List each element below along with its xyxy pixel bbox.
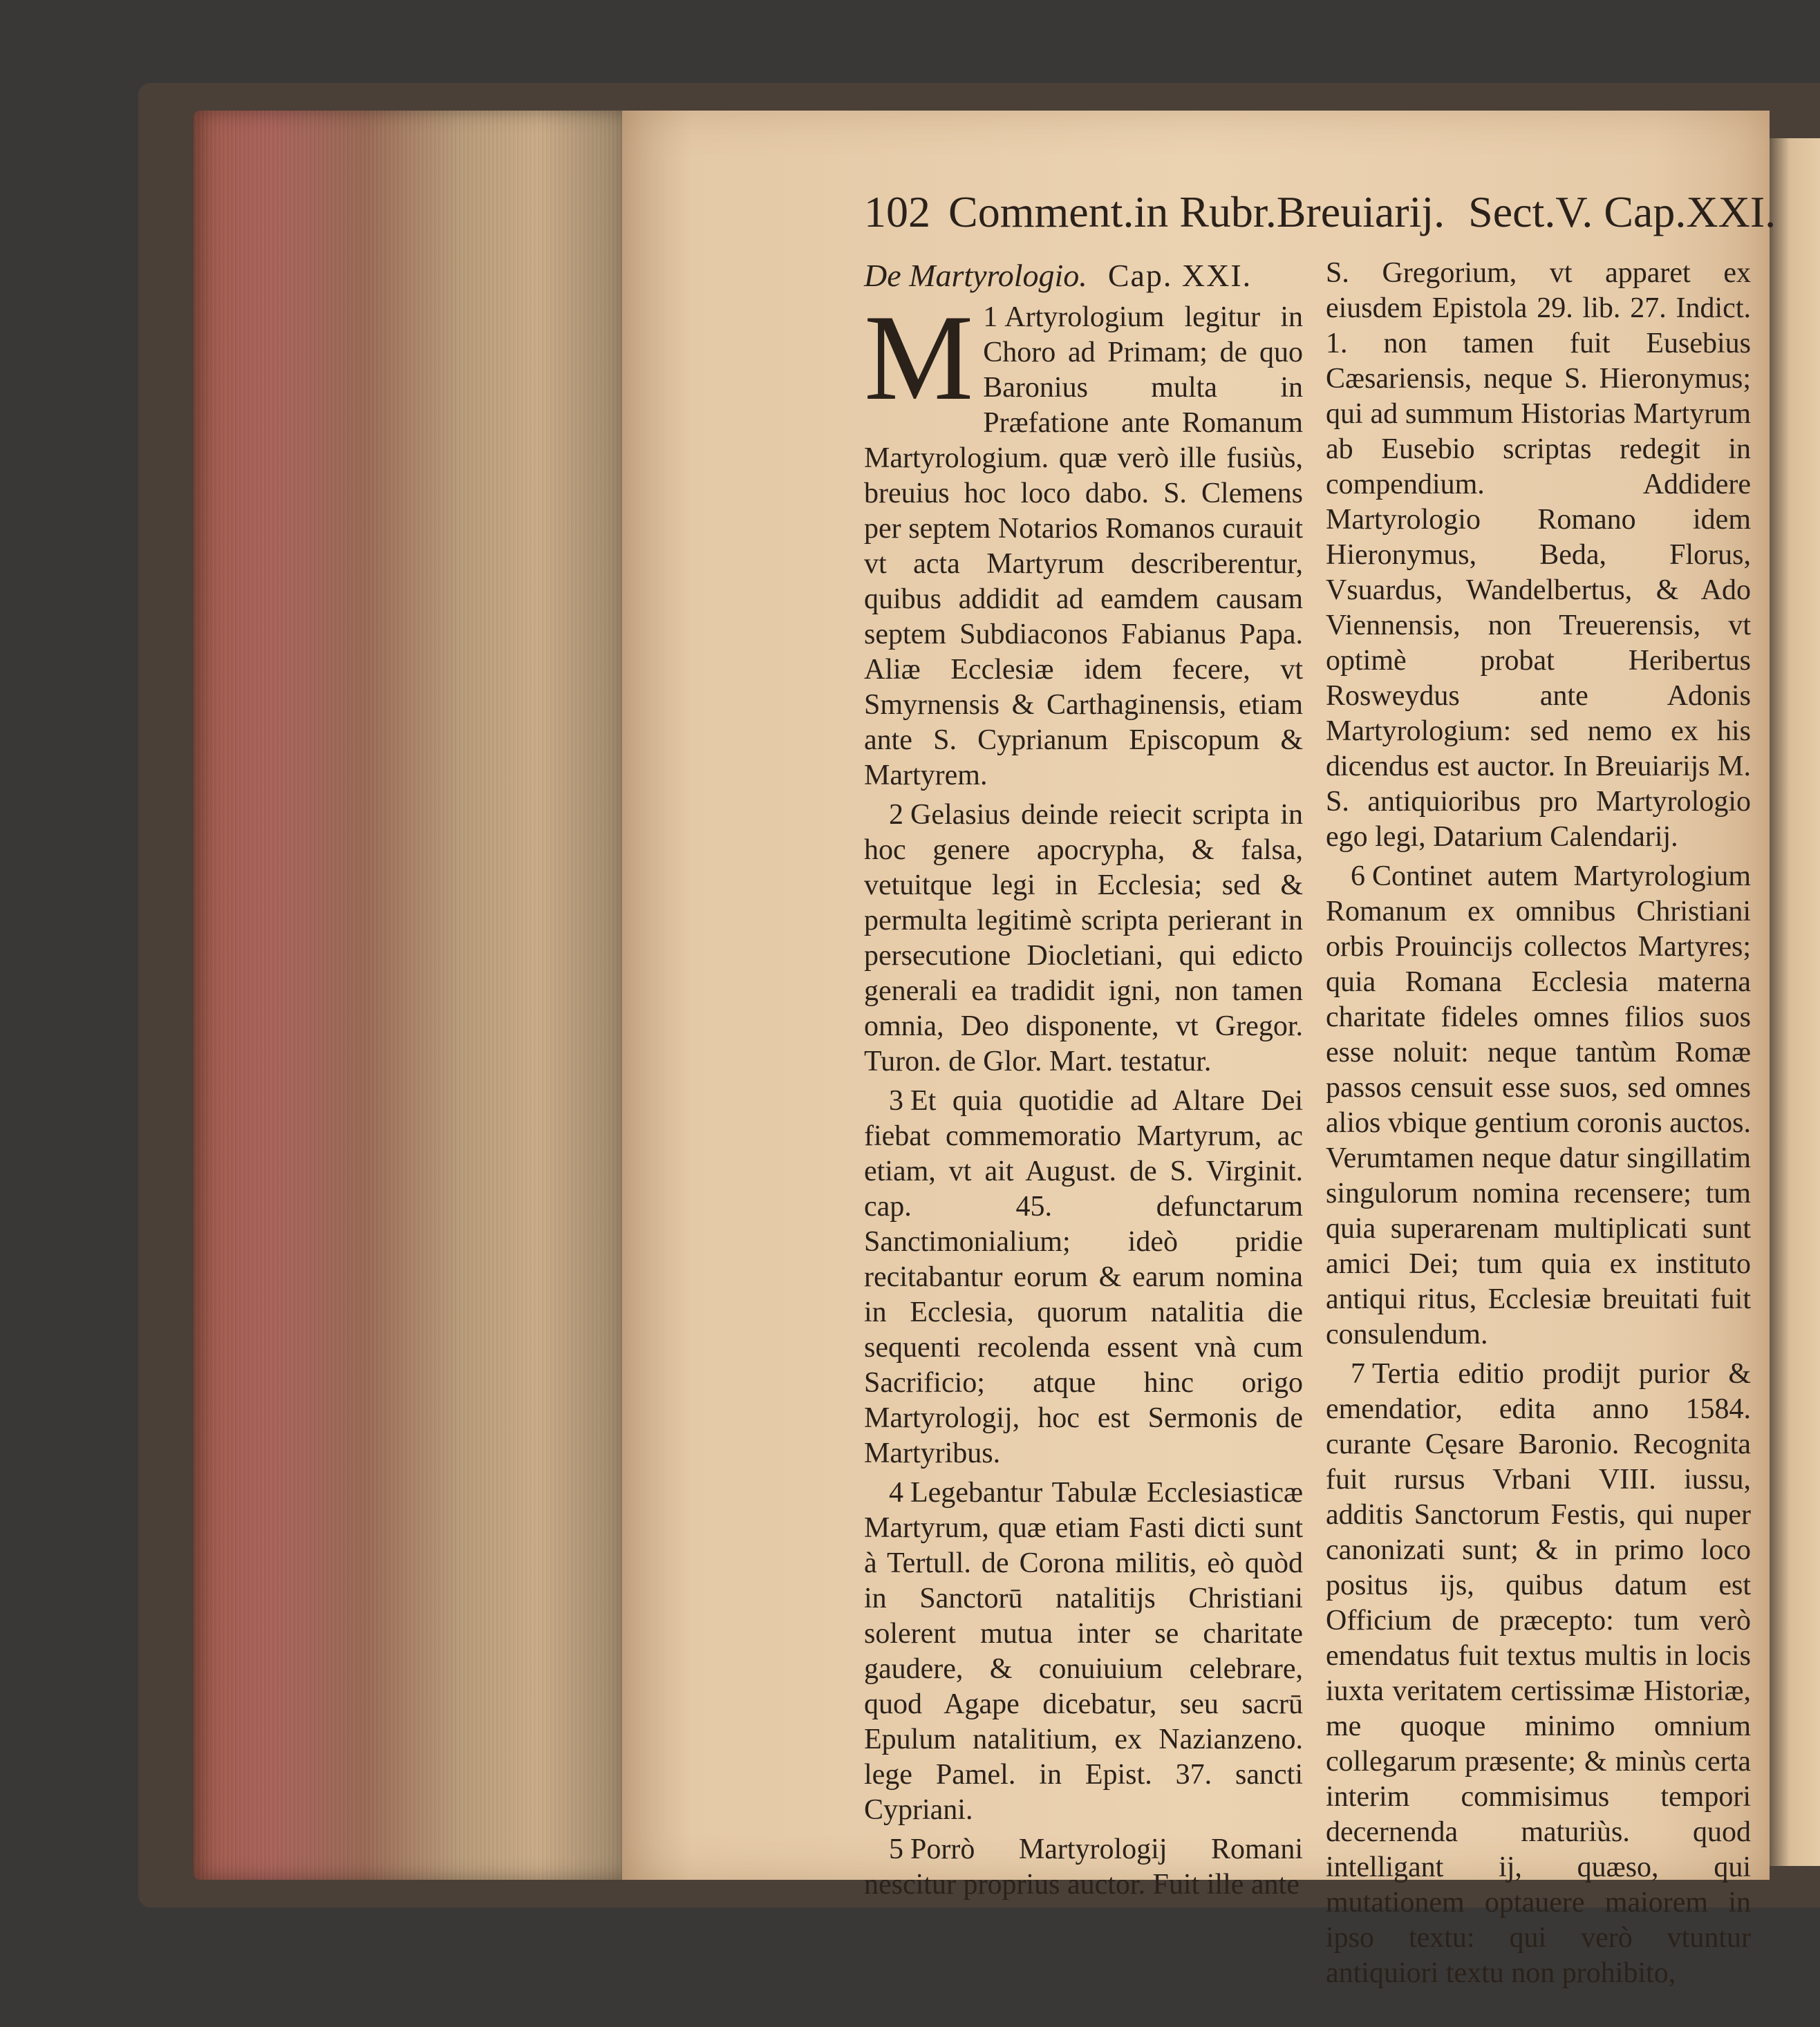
paragraph-text: Continet autem Martyrologium Romanum ex omnibus Christiani orbis Prouincijs collectos Martyres; quia Romana Ecclesia materna charitate fideles omnes filios suos esse noluit: neque tantùm Romæ passos censuit esse suos, sed omnes alios vbique gentium coronis auctos. Verumtamen neque datur singillatim singulorum nomina recensere; tum quia superarenam multiplicati sunt amici Dei; tum quia ex instituto antiqui ritus, Ecclesiæ breuitati fuit consulendum. <box>1326 860 1751 1350</box>
paragraph <box>1326 256 1751 855</box>
paragraph <box>1326 1357 1751 1991</box>
paragraph-text: Artyrologium legitur in Choro ad Primam; de quo Baronius multa in Præfatione ante Romanum Martyrologium. quæ verò ille fusiùs, breuius hoc loco dabo. S. Clemens per septem Notarios Romanos curauit vt acta Martyrum describerentur, quibus addidit ad eamdem causam septem Subdiaconos Fabianus Papa. Aliæ Ecclesiæ idem fecere, vt Smyrnensis & Carthaginensis, etiam ante S. Cyprianum Episcopum & Martyrem. <box>864 301 1303 791</box>
left-column <box>864 256 1303 1907</box>
paragraph-text: Gelasius deinde reiecit scripta in hoc genere apocrypha, & falsa, vetuitque legi in Ecclesia; sed & permulta legitimè scripta perierant in persecutione Diocletiani, qui edicto generali ea tradidit igni, non tamen omnia, Deo disponente, vt Gregor. Turon. de Glor. Mart. testatur. <box>864 799 1303 1077</box>
paragraph-number: 6 <box>1351 860 1365 892</box>
paragraph-text: Porrò Martyrologij Romani nescitur proprius auctor. Fuit ille ante <box>864 1833 1303 1901</box>
page-number: 102 <box>864 187 930 236</box>
paragraph-number: 5 <box>889 1833 903 1865</box>
drop-cap: M <box>864 289 974 426</box>
chapter-heading <box>864 256 1303 296</box>
chapter-number: Cap. XXI. <box>1107 258 1253 293</box>
paragraph <box>1326 859 1751 1352</box>
section-label: Sect.V. Cap.XXI. <box>1468 187 1776 236</box>
paragraph <box>864 1084 1303 1471</box>
paragraph-text: Tertia editio prodijt purior & emendatior, edita anno 1584. curante Cęsare Baronio. Recognita fuit rursus Vrbani VIII. iussu, additis Sanctorum Festis, qui nuper canonizati sunt; & in primo loco positus ijs, quibus datum est Officium de præcepto: tum verò emendatus fuit textus multis in locis iuxta veritatem certissimæ Historiæ, me quoque minimo omnium collegarum præsente; & minùs certa interim commisimus tempori decernenda maturiùs. quod intelligant ij, quæso, qui mutationem optauere maiorem in ipso textu: qui verò vtuntur antiquiori textu non prohibito, <box>1326 1358 1751 1989</box>
paragraph-text: S. Gregorium, vt apparet ex eiusdem Epistola 29. lib. 27. Indict. 1. non tamen fuit Eusebius Cæsariensis, neque S. Hieronymus; qui ad summum Historias Martyrum ab Eusebio scriptas redegit in compendium. Addidere Martyrologio Romano idem Hieronymus, Beda, Florus, Vsuardus, Wandelbertus, & Ado Viennensis, non Treuerensis, vt optimè probat Heribertus Rosweydus ante Adonis Martyrologium: sed nemo ex his dicendus est auctor. In Breuiarijs M. S. antiquioribus pro Martyrologio ego legi, Datarium Calendarij. <box>1326 257 1751 853</box>
paragraph <box>864 1476 1303 1828</box>
running-head <box>864 187 1776 238</box>
paragraph <box>864 289 1303 793</box>
right-column <box>1326 256 1751 1995</box>
paragraph <box>864 798 1303 1080</box>
facing-page-edge <box>1770 138 1820 1866</box>
chapter-title: De Martyrologio. <box>864 258 1087 293</box>
paragraph-text: Et quia quotidie ad Altare Dei fiebat commemoratio Martyrum, ac etiam, vt ait August. de S. Virginit. cap. 45. defunctarum Sanctimonialium; ideò pridie recitabantur eorum & earum nomina in Ecclesia, quorum natalitia die sequenti recolenda essent vnà cum Sacrificio; atque hinc origo Martyrologij, hoc est Sermonis de Martyribus. <box>864 1085 1303 1469</box>
page-edges <box>194 111 622 1880</box>
paragraph <box>864 1832 1303 1903</box>
running-title: Comment.in Rubr.Breuiarij. <box>948 187 1445 236</box>
paragraph-number: 1 <box>983 301 998 333</box>
paragraph-number: 2 <box>889 799 903 831</box>
paragraph-number: 4 <box>889 1477 903 1509</box>
paragraph-number: 7 <box>1351 1358 1365 1390</box>
paragraph-text: Legebantur Tabulæ Ecclesiasticæ Martyrum, quæ etiam Fasti dicti sunt à Tertull. de Corona militis, eò quòd in Sanctorū natalitijs Christiani solerent mutua inter se charitate gaudere, & conuiuium celebrare, quod Agape dicebatur, seu sacrū Epulum natalitium, ex Nazianzeno. lege Pamel. in Epist. 37. sancti Cypriani. <box>864 1477 1303 1826</box>
paragraph-number: 3 <box>889 1085 903 1117</box>
